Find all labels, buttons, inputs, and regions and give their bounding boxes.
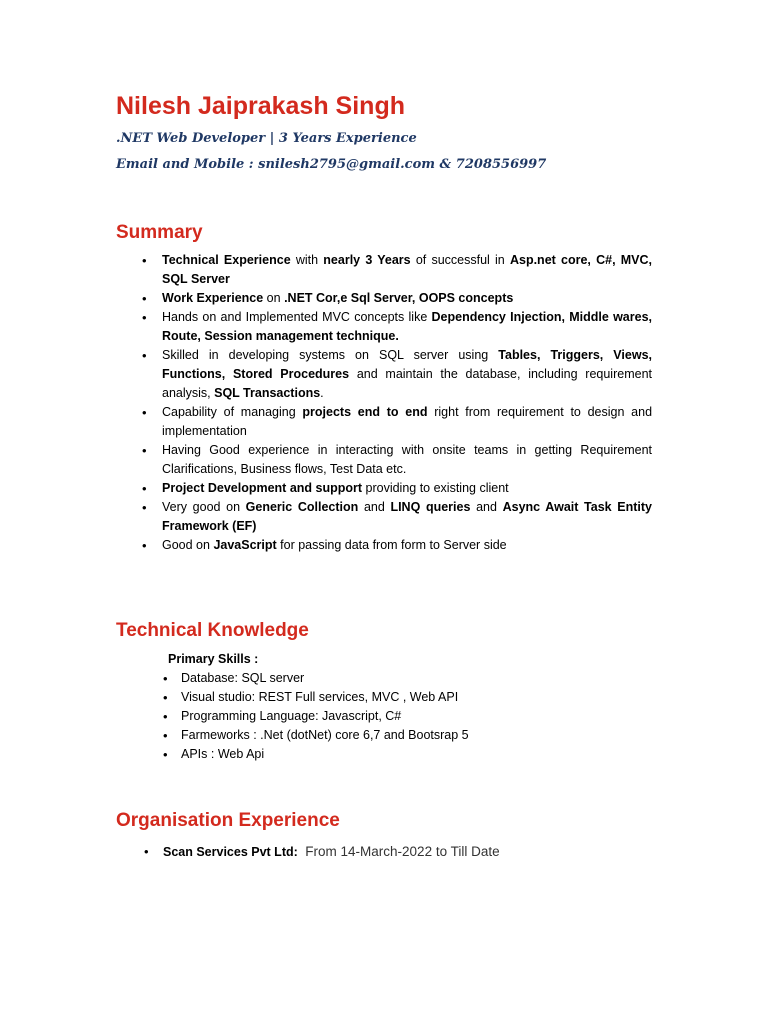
summary-text-run: Good on: [162, 538, 214, 552]
summary-text-run: Skilled in developing systems on SQL server using: [162, 348, 499, 362]
summary-text-run: and: [470, 500, 503, 514]
summary-text-run: Tables, Triggers, Views, Functions, Stored Procedures: [162, 348, 652, 381]
skill-item: • APIs : Web Api: [0, 745, 469, 764]
summary-text-run: Dependency Injection, Middle wares, Route, Session management technique.: [162, 310, 652, 343]
summary-text-run: for passing data from form to Server side: [276, 538, 507, 552]
skills-list: [0, 669, 469, 764]
technical-knowledge-heading: Technical Knowledge: [116, 620, 309, 641]
summary-item: [0, 441, 652, 479]
summary-text-run: right from requirement to design and implementation: [162, 405, 653, 438]
summary-text-run: projects end to end: [302, 405, 428, 419]
summary-text-run: .NET Cor,e Sql Server, OOPS concepts: [284, 291, 514, 305]
summary-item: [0, 403, 652, 441]
summary-item: [0, 308, 652, 346]
summary-text-run: Hands on and Implemented MVC concepts like: [162, 310, 432, 324]
summary-text-run: JavaScript: [213, 538, 277, 552]
summary-item: [0, 498, 652, 536]
candidate-name: Nilesh Jaiprakash Singh: [116, 92, 405, 120]
summary-item: [0, 289, 652, 308]
summary-text-run: Generic Collection: [245, 500, 359, 514]
summary-text-run: Project Development and support: [162, 481, 363, 495]
organisation-entry: [0, 842, 500, 862]
summary-text-run: with: [290, 253, 324, 267]
summary-item: [0, 479, 652, 498]
summary-text-run: Async Await Task Entity Framework (EF): [162, 500, 652, 533]
company-name: Scan Services Pvt Ltd:: [163, 845, 298, 859]
summary-text-run: Work Experience: [162, 291, 264, 305]
summary-item: [0, 346, 652, 403]
skill-item: • Programming Language: Javascript, C#: [0, 707, 469, 726]
skill-item: • Farmeworks : .Net (dotNet) core 6,7 and Bootsrap 5: [0, 726, 469, 745]
skill-item: • Database: SQL server: [0, 669, 469, 688]
summary-text-run: Very good on: [162, 500, 246, 514]
summary-text-run: Technical Experience: [162, 253, 291, 267]
summary-text-run: and: [358, 500, 391, 514]
summary-text-run: providing to existing client: [362, 481, 509, 495]
primary-skills-label: Primary Skills :: [168, 652, 259, 666]
summary-item: [0, 536, 652, 555]
summary-text-run: Asp.net core, C#, MVC, SQL Server: [162, 253, 652, 286]
organisation-experience-heading: Organisation Experience: [116, 810, 340, 831]
summary-text-run: .: [320, 386, 324, 400]
summary-text-run: Capability of managing: [162, 405, 303, 419]
summary-list: [0, 251, 652, 555]
summary-text-run: Having Good experience in interacting with onsite teams in getting Requirement Clarifications, Business flows, Test Data etc.: [162, 443, 652, 476]
summary-text-run: on: [263, 291, 285, 305]
summary-text-run: LINQ queries: [390, 500, 471, 514]
summary-heading: Summary: [116, 222, 203, 243]
role-line: .NET Web Developer | 3 Years Experience: [116, 131, 417, 146]
employment-period: From 14-March-2022 to Till Date: [297, 844, 500, 859]
summary-text-run: of successful in: [410, 253, 510, 267]
summary-item: [0, 251, 652, 289]
summary-text-run: SQL Transactions: [214, 386, 321, 400]
skill-item: • Visual studio: REST Full services, MVC , Web API: [0, 688, 469, 707]
contact-line: Email and Mobile : snilesh2795@gmail.com & 7208556997: [116, 157, 547, 172]
organisation-list: [0, 842, 500, 862]
summary-text-run: nearly 3 Years: [323, 253, 411, 267]
summary-text-run: and maintain the database, including requirement analysis,: [162, 367, 652, 400]
